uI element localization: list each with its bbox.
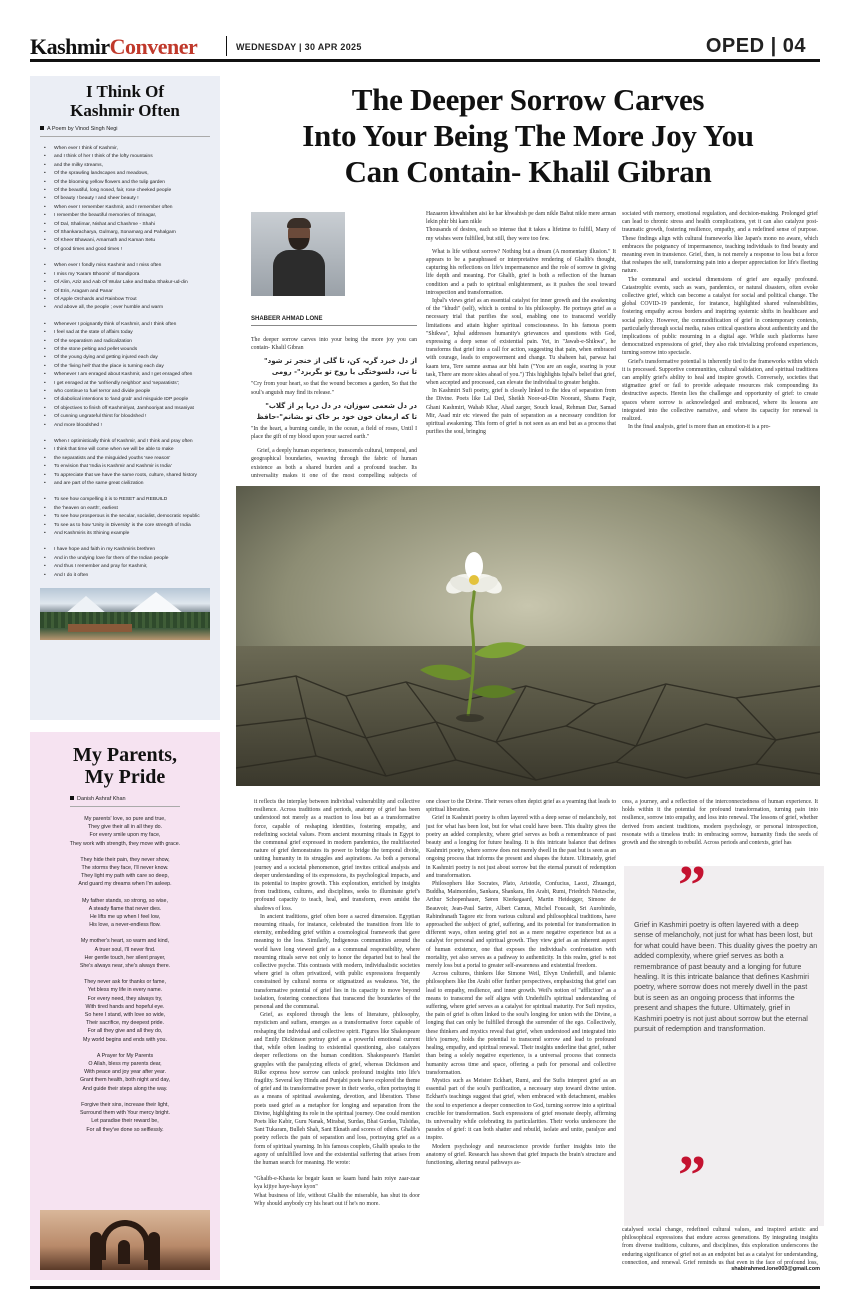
poem-line: For every smile upon my face, xyxy=(89,832,161,839)
ghalib-couplet-translation: What business of life, without Ghalib the miserable, has shut its door Why should anybody cry his heart out if he's no more. xyxy=(254,1192,420,1207)
author-body xyxy=(273,250,325,296)
paragraph: Across cultures, thinkers like Simone Weil, Elvyn Underhill, and Islamic philosophers like Ibn Arabi offer further perspectives, emphasizing that grief can lead to empathy, resilience, and inner growth. Weil's notion of "affliction" as a means to transcend the self aligns with Underhill's spiritual understanding of suffering, where grief serves as a catalyst for spiritual maturity. For Sufi mystics, the pain of grief is often linked to the soul's longing for union with the Divine, a longing that can only be fulfilled through the surrender of the ego. Collectively, these thinkers and mystics reveal that grief, when understood and integrated into life's journey, holds the potential to transcend sorrow and lead to profound healing, empathy, and spiritual renewal. Their insights underline that grief, rather than being a solely negative experience, is a universal process that connects humanity across time and space, offering a path for personal and collective transformation. xyxy=(426,971,616,1076)
poem-line: • Of good times and good times ! xyxy=(44,246,210,254)
article-column-6-end xyxy=(622,1226,818,1266)
poem-line: • To envision that 'India is Kashmir and Kashmir is India' xyxy=(44,463,210,471)
rumi-translation: "Cry from your heart, so that the wound becomes a garden, So that the soul's anguish may find its release." xyxy=(251,381,417,396)
poem-line: And guide their steps along the way. xyxy=(82,1085,168,1092)
poem-line: With peace and joy year after year. xyxy=(84,1069,166,1076)
poem-line: • To see as to how 'Unity in Diversity' is the core strength of India xyxy=(44,522,210,530)
poem-stanza xyxy=(40,1052,210,1093)
poem-line: • Of cunning ungrateful thirst for bloodshed ! xyxy=(44,413,210,421)
poem-stanza xyxy=(40,856,210,889)
paragraph: Grief's transformative potential is inherently tied to the frameworks within which it is processed. Supportive communities, cultural validation, and spiritual traditions can amplify grief's ability to heal and inspire growth. Conversely, societies that stigmatize grief or fail to provide adequate resources risk compounding its destructive aspects. Herein lies the challenge and opportunity of grief: to create spaces where sorrow is acknowledged and embraced, where its lessons are integrated into the collective narrative, and where its capacity for renewal is realized. xyxy=(622,358,818,423)
author-photo xyxy=(251,212,345,296)
poem-line: My parents' love, so pure and true, xyxy=(84,816,166,822)
poem-line: • I miss my 'Karam Bhoomi' of Bandipora xyxy=(44,271,210,279)
poem-line: • Of the blooming yellow flowers and the tulip garden xyxy=(44,179,210,187)
poem-line: • Of the separatism and radicalization xyxy=(44,338,210,346)
poem-line: • When ever I think of Kashmir, xyxy=(44,145,210,153)
paragraph: it reflects the interplay between individual vulnerability and collective resilience. Across traditions and periods, anatomy of grief has been understood not merely as a reaction to loss but as a transformative force, capable of reshaping identities, fostering empathy, and redefining societal values. From ancient mourning rituals in Egypt to the communal grief expressed in modern pandemics, the multifaceted nature of grief demonstrates its power to bridge the temporal divide, uniting humanity in its struggles and aspirations. As both a personal journey and a societal phenomenon, grief invites critical analysis and deeper understanding of its expressions, its psychological impacts, and its potential to inspire growth. This exploration, enriched by insights from traditions, cultures, and disciplines, seeks to illuminate grief's profound capacity to teach, heal, and transform, even amidst the shadows of loss. xyxy=(254,799,420,912)
paragraph: one closer to the Divine. Their verses often depict grief as a yearning that leads to spiritual liberation. xyxy=(426,799,616,814)
poem-line: They light my path with care so deep, xyxy=(81,873,169,880)
ghalib-couplet: "Ghalib-e-Khasta ke begair kaun se kaam band hain roiye zaar-zaar kya kijiye haye-haye kyon" xyxy=(254,1176,420,1191)
poem-line: • And I do it often xyxy=(44,572,210,580)
article-column-1 xyxy=(251,336,417,478)
poem-line: They give their all in all they do. xyxy=(87,824,163,831)
headline-line2: Into Your Being The More Joy You xyxy=(302,118,754,153)
parent-figure xyxy=(148,1232,160,1270)
footer-rule xyxy=(30,1286,820,1289)
author-name: SHABEER AHMAD LONE xyxy=(251,316,417,326)
poem2-title-line1: My Parents, xyxy=(72,744,178,766)
poem-line: They never ask for thanks or fame, xyxy=(84,979,166,986)
cabins xyxy=(68,624,132,632)
poem-line: For all they give and all they do, xyxy=(87,1028,163,1035)
mountain-landscape-image xyxy=(40,588,210,640)
poem1-title xyxy=(30,82,220,120)
poem-line xyxy=(44,488,210,496)
poem-line: O Allah, bless my parents dear, xyxy=(88,1061,162,1068)
poem-box-kashmir xyxy=(30,76,220,720)
poem2-stanzas xyxy=(30,815,220,1134)
poem-line: • Of Erin, Aragam and Panar xyxy=(44,288,210,296)
poem-line: • And more bloodshed ! xyxy=(44,422,210,430)
poem-line: My mother's heart, so warm and kind, xyxy=(80,938,170,945)
urdu-line: در دل شعمی سوزان، در دل دریا پر از گلاب" xyxy=(265,401,417,410)
poem-line: • When ever I fondly miss Kashmir and I miss often xyxy=(44,262,210,270)
poem1-title-line2: Kashmir Often xyxy=(70,101,180,120)
poem-line: • I feel sad at the state of affairs today xyxy=(44,329,210,337)
poem-line xyxy=(44,538,210,546)
poem-line: • Of Shankaracharya, Gulmarg, Sonamarg and Pahalgam xyxy=(44,229,210,237)
flower-in-cracked-earth-image xyxy=(236,486,820,786)
poem-line: • To see how prosperous is the secular, socialist, democratic republic xyxy=(44,513,210,521)
poem-line: For all they've done so selflessly. xyxy=(86,1126,164,1133)
urdu-line: از دل خیزد گریہ کن، تا گلی از خنجر تر شود" xyxy=(264,357,417,366)
poem-line: A truer soul, I'll never find. xyxy=(94,946,156,953)
author-cap xyxy=(287,218,311,228)
urdu-verse-hafiz xyxy=(251,401,417,423)
poem-line: • and are part of the same great civilization xyxy=(44,480,210,488)
poem-stanza xyxy=(40,978,210,1044)
poem-line: • And thus I remember and pray for Kashmir, xyxy=(44,563,210,571)
article-column-2 xyxy=(426,210,616,478)
quote-mark-icon: ” xyxy=(678,1145,706,1207)
family-silhouette-image xyxy=(40,1210,210,1270)
urdu-line: تا نی، دلسوختگی با روح تو بگریزد"- رومی xyxy=(271,368,417,377)
poem-line: The storms they face, I'll never know. xyxy=(81,865,169,872)
poem-line: • And Kashmiris its Shining example xyxy=(44,530,210,538)
poem-line: My world begins and ends with you. xyxy=(83,1036,167,1043)
poem-line xyxy=(44,430,210,438)
poem-line: • and the milky streams, xyxy=(44,162,210,170)
poem-line: Yet bless my life in every name. xyxy=(87,987,163,994)
poem-line: • and I think of her I think of the lofty mountains xyxy=(44,153,210,161)
poem-line: Surround them with Your mercy bright. xyxy=(79,1110,171,1117)
headline-line1: The Deeper Sorrow Carves xyxy=(351,82,705,117)
poem-line: • When ever I remember Kashmir, and I remember often xyxy=(44,204,210,212)
article-column-6 xyxy=(622,798,818,860)
poem-line: • To see how compelling it is to RESET and REBUILD xyxy=(44,496,210,504)
poem-line xyxy=(44,254,210,262)
poem-line: Grant them health, both night and day, xyxy=(79,1077,170,1084)
poem2-title-line2: My Pride xyxy=(84,766,166,788)
poem-line: • I remember the beautiful memories of Srinagar, xyxy=(44,212,210,220)
quote-mark-icon: ” xyxy=(678,855,706,917)
poem2-byline: Danish Ashraf Khan xyxy=(70,796,180,807)
poem-line: A Prayer for My Parents xyxy=(96,1052,154,1059)
ghalib-verse-translation: Thousands of desires, each so intense that it takes a lifetime to fulfill, Many of my wishes were fulfilled, but still, they were too few. xyxy=(426,227,616,242)
logo-part1: Kashmir xyxy=(30,34,110,59)
poem1-byline: A Poem by Vinod Singh Negi xyxy=(40,126,210,137)
poem-line: • the separatists and the misguided youths 'see reason' xyxy=(44,455,210,463)
poem-box-parents xyxy=(30,732,220,1280)
poem2-title xyxy=(30,744,220,788)
poem1-title-line1: I Think Of xyxy=(85,82,165,101)
hero-illustration xyxy=(236,486,820,786)
poem-stanza xyxy=(40,815,210,848)
paragraph: The communal and societal dimensions of grief are equally profound. Catastrophic events, such as wars, pandemics, or natural disasters, often evoke collective grief, which can become a catalyst for social and political change. The global COVID-19 pandemic, for instance, highlighted shared vulnerabilities, fostering empathy across borders and inspiring systemic shifts in healthcare and social policy. However, the commodification of grief in contemporary contexts, particularly through social media, raises critical questions about authenticity and the implications of public mourning in a digital age. While such platforms have democratized expressions of grief, they also risk trivializing profound experiences, turning sorrow into spectacle. xyxy=(622,276,818,357)
poem-line: Let paradise their reward be, xyxy=(91,1118,159,1125)
poem-line: • Of the young dying and getting injured each day xyxy=(44,354,210,362)
hafiz-translation: "In the heart, a burning candle, in the ocean, a field of roses, Until I place the gift of my blood upon your sacred earth." xyxy=(251,425,417,441)
ghalib-verse: Hazaaron khwahishen aisi ke har khwahish pe dam nikle Bahut nikle mere arman lekin phir bhi kam nikle xyxy=(426,211,616,226)
poem-stanza xyxy=(40,937,210,970)
poem-line: Forgive their sins, increase their light, xyxy=(81,1101,169,1108)
poem-line: • Of Kheer Bhawani, Amarnath and Kaman Setu xyxy=(44,237,210,245)
paragraph: Mystics such as Meister Eckhart, Rumi, and the Sufis interpret grief as an essential part of the soul's purification, a necessary step toward divine union. Eckhart's teachings suggest that grief, when embraced with detachment, enables the soul to experience a deeper connection to God, turning sorrow into a spiritual crucible for transformation. Such expressions of grief resonate deeply, affirming its universality while celebrating its particularities. Their works underscore the paradox of grief: it can both shatter and rebuild, isolate and unite, paralyze and inspire. xyxy=(426,1077,616,1142)
poem-line: • Of Apple Orchards and Rainbow Trout xyxy=(44,296,210,304)
poem-line: • the 'heaven on earth', earliest xyxy=(44,505,210,513)
urdu-line: تا که ارمغان خون خود بر خاک تو بشانم"-حافظ xyxy=(256,412,417,421)
newspaper-logo[interactable] xyxy=(30,34,197,60)
poem-line: • Of beauty ! beauty ! and sheer beauty ! xyxy=(44,195,210,203)
paragraph: Philosophers like Socrates, Plato, Aristotle, Confucius, Laozi, Zhuangzi, Buddha, Maimonides, Sankara, Shankara, Ibn Arabi, Rumi, Friedrich Nietzsche, Arthur Schopenhauer, Søren Kierkegaard, Martin Heidegger, Simone de Beauvoir, Jean-Paul Sartre, Albert Camus, Michel Foucault, Sri Aurobindo, Rabindranath Tagore etc from various cultural and philosophical traditions, have approached the subject of grief, suffering, and its potential for transformation in different ways, often seeing grief not as a mere negative experience but as a catalyst for personal and spiritual growth. They view grief as an inherent aspect of human existence, one that exposes the individual's confrontation with mortality, yet also serves as a pathway to authenticity. In this realm, grief is not merely loss but a portal to greater self-awareness and existential freedom. xyxy=(426,881,616,970)
paragraph: Grief in Kashmiri poetry is often layered with a deep sense of melancholy, not just for what has been lost, but for what could have been. This duality gives the poetry an added complexity, where grief serves as both a remembrance of past beauty and a longing for future healing. It is this intricate balance that defines Kashmiri poetry, where sorrow does not merely dwell in the past but is seen as an ongoing process that informs the present and shapes the future. Ultimately, grief in Kashmiri poetry is not just about sorrow but the eternal pursuit of redemption and transformation. xyxy=(426,815,616,879)
poem-line: • who continue to fuel terror and divide people xyxy=(44,388,210,396)
poem-line: With tired hands and hopeful eye. xyxy=(85,1003,165,1010)
author-email[interactable]: shabirahmed.lone003@gmail.com xyxy=(731,1266,820,1272)
poem-line: They hide their pain, they never show, xyxy=(80,856,170,863)
poem-stanza xyxy=(40,897,210,930)
poem-line: He lifts me up when I feel low, xyxy=(89,914,161,921)
poem-line: • I get enraged at the 'unfriendly neighbor' and 'separatists'; xyxy=(44,380,210,388)
logo-part2: Convener xyxy=(109,34,198,59)
poem-line xyxy=(44,313,210,321)
masthead xyxy=(30,32,820,62)
poem-line: So here I stand, with love so wide, xyxy=(84,1012,166,1019)
poem-line: A steady flame that never dies. xyxy=(88,905,162,912)
poem-line: • Of the 'living hell' that the place is turning each day xyxy=(44,363,210,371)
dateline: WEDNESDAY | 30 APR 2025 xyxy=(236,42,362,52)
poem-line: • And above all, the people ; ever humble and warm xyxy=(44,304,210,312)
article-column-4 xyxy=(254,798,420,1282)
paragraph: What is life without sorrow? Nothing but a dream (A momentary illusion." It appears to be a paraphrased or interpretative rendering of Ghalib's thought, capturing his reflections on life's impermanence and the role of sorrow in giving life depth and meaning. For Ghalib, grief is both a reflection of the human condition and a path to spiritual enlightenment, as it pushes the soul toward introspection and transformation. xyxy=(426,248,616,296)
poem-line: • Whenever I am enraged about Kashmir, and I get enraged often xyxy=(44,371,210,379)
pull-quote-box xyxy=(624,855,824,1226)
poem-line: • Of the beautiful, long nosed, fair, rose cheeked people xyxy=(44,187,210,195)
paragraph: sociated with memory, emotional regulation, and decision-making. Prolonged grief can lead to chronic stress and health complications, yet it can also catalyze post-traumatic growth, fostering resilience, empathy, and a redefined sense of purpose. These findings align with cultural frameworks like Japan's mono no aware, which embraces the poignancy of impermanence, teaching individuals to find beauty and meaning even in transience. Grief, then, is not merely a response to loss but a force that reshapes the self, transforming pain into a deeper appreciation for life's fleeting nature. xyxy=(622,211,818,275)
poem-line: • Of Alim, Aziz and Aab Of Wular Lake and Baba Shakur-ud-din xyxy=(44,279,210,287)
article-column-3 xyxy=(622,210,818,478)
parent-figure xyxy=(90,1232,102,1270)
article-column-5 xyxy=(426,798,616,1282)
poem-line: • Whenever I poignantly think of Kashmir, and I think often xyxy=(44,321,210,329)
pull-quote-text: Grief in Kashmiri poetry is often layered with a deep sense of melancholy, not just for what has been lost, but for what could have been. This duality gives the poetry an added complexity, where grief serves as both a remembrance of past beauty and a longing for future healing. It is this intricate balance that defines Kashmiri poetry, where sorrow does not merely dwell in the past but is seen as an ongoing process that informs the present and shapes the future. Ultimately, grief in Kashmiri poetry is not just about sorrow but the eternal pursuit of redemption and transformation. xyxy=(634,920,818,1034)
headline-line3: Can Contain- Khalil Gibran xyxy=(344,154,712,189)
poem-line: • I think that time will come when we will be able to make xyxy=(44,446,210,454)
poem-line: My father stands, so strong, so wise, xyxy=(82,897,168,904)
paragraph: Grief, a deeply human experience, transcends cultural, temporal, and geographical boundaries, weaving through the fabric of human existence as both a shared burden and a profound teacher. Its universality makes it one of the most compelling subjects of xyxy=(251,448,417,478)
poem-stanza xyxy=(40,1101,210,1134)
poem-line: • When I optimistically think of Kashmir, and I think and pray often xyxy=(44,438,210,446)
poem-line: • Of Dal, Shalimar, Nishat and Chashme - Shahi xyxy=(44,221,210,229)
urdu-verse-rumi xyxy=(251,356,417,378)
paragraph: catalysed social change, redefined cultural values, and inspired artistic and philosophical expressions that endure across generations. By integrating insights from diverse traditions, cultures, and disciplines, this exploration underscores the enduring significance of grief not as an endpoint but as a catalyst for understanding, connection, and renewal. Grief reminds us that even in the face of profound loss, xyxy=(622,1227,818,1266)
article-headline xyxy=(236,82,820,192)
paragraph: Iqbal's views grief as an essential catalyst for inner growth and the awakening of the "khudi" (self), which is central to his philosophy. He portrays grief as a necessary trial that purifies the soul, enabling one to transcend worldly limitations and attain higher spiritual consciousness. In his famous poem "Shikwa", Iqbal addresses humanity's grievances and questions with God, expressing a deep sense of existential pain. Yet, in "Jawab-e-Shikwa", he transforms that grief into a call for action, suggesting that pain, when embraced with courage, leads to empowerment and change. Tu shaheen hai, parwaz hai kaam tera, Tere samne asmaa aur bhi hain ("You are an eagle, soaring is your task, There are more skies ahead of you.") This highlights Iqbal's belief that grief, when accepted and processed, can elevate the individual to greater heights. xyxy=(426,298,616,387)
poem-line: His love, a never-endless flow. xyxy=(89,922,161,929)
poem-line: Her gentle touch, her silent prayer, xyxy=(84,954,166,961)
poem-line: • Of the sprawling landscapes and meadows, xyxy=(44,170,210,178)
poem-line: • I have hope and faith in my Kashmiris brethren xyxy=(44,546,210,554)
poem-line: She's always near, she's always there. xyxy=(79,963,171,970)
child-figure xyxy=(118,1240,130,1264)
paragraph: Modern psychology and neuroscience provide further insights into the anatomy of grief. Research has shown that grief impacts the brain's structure and functioning, altering neural pathways as- xyxy=(426,1143,616,1166)
poem-line: • And in the undying love for them of the Indian people xyxy=(44,555,210,563)
poem-line: Their sacrifice, my deepest pride. xyxy=(85,1020,164,1027)
paragraph: In Kashmiri Sufi poetry, grief is closely linked to the idea of separation from the Divine. Poets like Lal Ded, Sheikh Noor-ud-Din Noorani, Shams Faqir, Ghani Kashmiri, Wahab Khar, Ahad zarger, Souch kraal, Rehman Dar, Samad Mir, Asad mir etc viewed the pain of separation as a necessary condition for spiritual awakening. This form of grief is not seen as an end but as a process that purifies the soul, bringing xyxy=(426,388,616,436)
poem1-lines xyxy=(30,145,220,580)
masthead-divider xyxy=(226,36,227,56)
poem-line: And guard my dreams when I'm asleep. xyxy=(78,881,172,888)
section-label: OPED | 04 xyxy=(705,35,806,57)
poem-line: • Of the stone pelting and pellet wounds xyxy=(44,346,210,354)
paragraph: cess, a journey, and a reflection of the interconnectedness of human experience. It holds within it the potential for profound transformation, turning pain into resilience, sorrow into empathy, and loss into renewal. The lessons of grief, whether derived from ancient traditions, modern psychology, or personal introspection, resonate with a timeless truth: in embracing sorrow, humanity finds the seeds of growth and the strength to rebuild. Across periods and contexts, grief has xyxy=(622,799,818,847)
poem-line: They work with strength, they move with grace. xyxy=(69,840,181,847)
paragraph: In the final analysis, grief is more than an emotion-it is a pro- xyxy=(628,424,771,431)
poem-line: • Of diabolical intentions to 'land grab' and misguide IDP people xyxy=(44,396,210,404)
paragraph: Grief, as explored through the lens of literature, philosophy, mysticism and sufism, emerges as a transformative force capable of reshaping the individual and collective spirit. Figures like Shakespeare and Emily Dickinson portray grief as a powerful emotional current that, while often leading to existential questioning, also catalyzes deeper reflections on the human condition. Shakespeare's Hamlet grapples with the paralyzing effects of grief, whereas Dickinson and Rilke express how sorrow can unlock profound insights into life's fragility. Several key Hindu and Punjabi poets have explored the theme of grief and its transformative power in their works, often portraying it as a means of spiritual awakening, devotion, and liberation. These poets used grief as a metaphor for longing and separation from the Divine, highlighting its role in the spiritual journey. One could mention Poets like Kabir, Guru Nanak, Mirabai, Surdas, Bhai Gurdas, Tulsidas, Sant Tukaram, Bulleh Shah, Sant Eknath and scores of others. Ghalib's poetry reflects the pain of separation and loss, portraying grief as a form of spiritual yearning. In his famous couplets, Ghalib speaks to the agony of unfulfilled love and the existential suffering that arises from the human search for meaning. He wrote: xyxy=(254,1012,420,1166)
paragraph: In ancient traditions, grief often bore a sacred dimension. Egyptian mourning rituals, for instance, celebrated the transition from life to eternity, embedding grief within a cosmological framework that gave meaning to the loss. Similarly, Indigenous communities around the world have long viewed grief as a communal responsibility, where mourning rituals serve not only to honor the departed but to heal the collective psyche. This contrasts with modern, individualistic societies where grief is often privatized, with public expressions frequently constrained by cultural norms or stigmatized as weakness. Yet, the transformative potential of grief lies in its capacity to move beyond isolation, fostering connections that transcend the boundaries of the personal and the communal. xyxy=(254,913,420,1011)
poem-line: • To appreciate that we have the same roots, culture, shared history xyxy=(44,472,210,480)
intro-paragraph: The deeper sorrow carves into your being the more joy you can contain- Khalil Gibran xyxy=(251,337,417,352)
poem-line: For every need, they always try, xyxy=(87,995,163,1002)
poem-line: • Of objectives to finish off Kashmiriyat, Jamhooriyat and Insaniyat xyxy=(44,405,210,413)
